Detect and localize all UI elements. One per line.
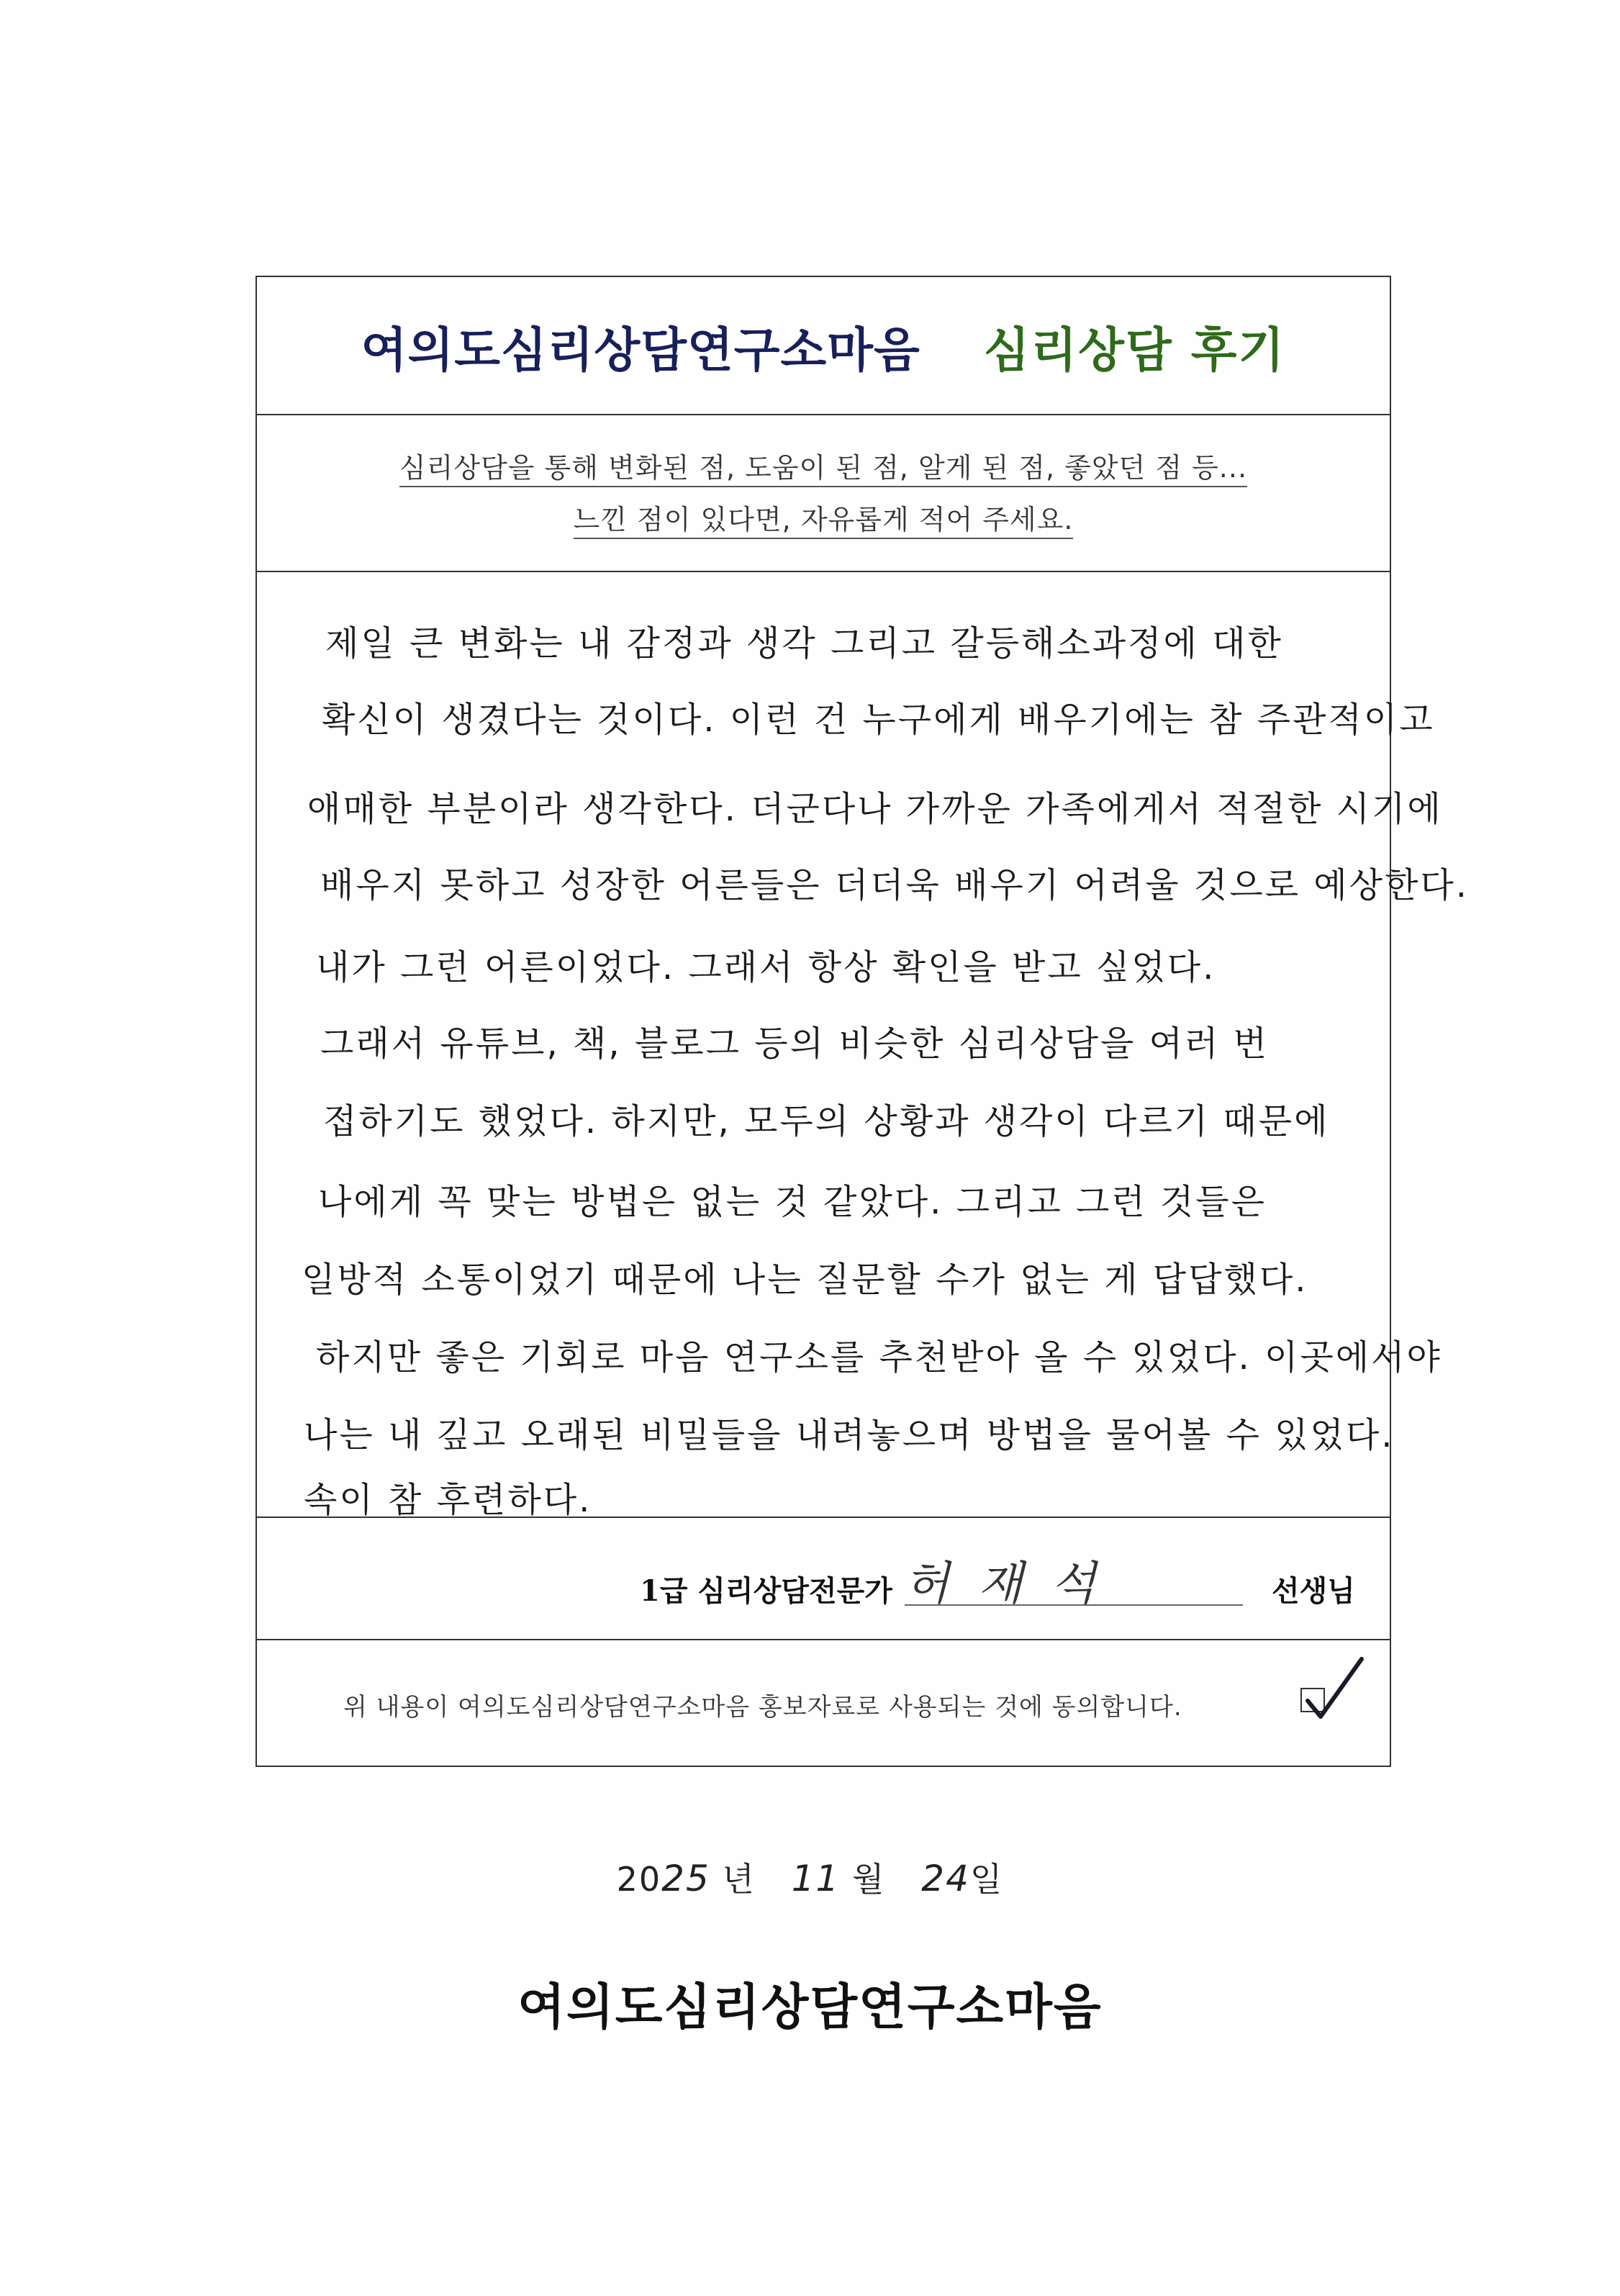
date-line (0, 1853, 1620, 1901)
consent-row (257, 1640, 1390, 1768)
review-body (257, 572, 1469, 1520)
year-prefix: 20 (616, 1860, 662, 1899)
checkmark-icon (1293, 1650, 1372, 1730)
review-form (255, 276, 1469, 1767)
review-line-12: 속이 참 후련하다. (304, 1480, 592, 1520)
org-name: 여의도심리상담연구소마음 (361, 322, 920, 378)
instruction-line-2: 느낀 점이 있다면, 자유롭게 적어 주세요. (574, 504, 1074, 539)
instructions (257, 415, 1390, 572)
signature-suffix: 선생님 (1272, 1574, 1355, 1608)
review-line-10: 하지만 좋은 기회로 마음 연구소를 추천받아 올 수 있었다. 이곳에서야 (316, 1337, 1442, 1378)
signature-field (905, 1547, 1243, 1611)
review-line-6: 그래서 유튜브, 책, 블로그 등의 비슷한 심리상담을 여러 번 (320, 1023, 1270, 1064)
review-line-1: 제일 큰 변화는 내 감정과 생각 그리고 갈등해소과정에 대한 (325, 623, 1283, 664)
day-unit: 일 (969, 1860, 1004, 1899)
consent-text: 위 내용이 여의도심리상담연구소마음 홍보자료로 사용되는 것에 동의합니다. (343, 1693, 1182, 1722)
footer-org-name: 여의도심리상담연구소마음 (517, 1979, 1103, 2036)
year-unit: 년 (722, 1860, 756, 1899)
form-title: 심리상담 후기 (983, 322, 1286, 378)
review-line-9: 일방적 소통이었기 때문에 나는 질문할 수가 없는 게 답답했다. (302, 1260, 1308, 1300)
signature-label: 1급 심리상담전문가 (640, 1574, 892, 1608)
signature-row (257, 1518, 1390, 1640)
review-line-4: 배우지 못하고 성장한 어른들은 더더욱 배우기 어려울 것으로 예상한다. (320, 865, 1469, 905)
year-suffix: 25 (661, 1858, 710, 1899)
review-line-5: 내가 그런 어른이었다. 그래서 항상 확인을 받고 싶었다. (316, 947, 1216, 987)
form-header (257, 277, 1390, 415)
review-line-7: 접하기도 했었다. 하지만, 모두의 상황과 생각이 다르기 때문에 (323, 1101, 1330, 1142)
month-unit: 월 (851, 1860, 886, 1899)
review-line-3: 애매한 부분이라 생각한다. 더군다나 가까운 가족에게서 적절한 시기에 (307, 789, 1443, 829)
review-line-8: 나에게 꼭 맞는 방법은 없는 것 같았다. 그리고 그런 것들은 (318, 1182, 1267, 1222)
signature-name: 허재석 (905, 1558, 1125, 1611)
month-value: 11 (791, 1858, 841, 1899)
day-value: 24 (921, 1858, 970, 1899)
review-line-11: 나는 내 깊고 오래된 비밀들을 내려놓으며 방법을 물어볼 수 있었다. (304, 1415, 1395, 1455)
instruction-line-1: 심리상담을 통해 변화된 점, 도움이 된 점, 알게 된 점, 좋았던 점 등... (399, 452, 1247, 487)
review-line-2: 확신이 생겼다는 것이다. 이런 건 누구에게 배우기에는 참 주관적이고 (322, 700, 1435, 740)
